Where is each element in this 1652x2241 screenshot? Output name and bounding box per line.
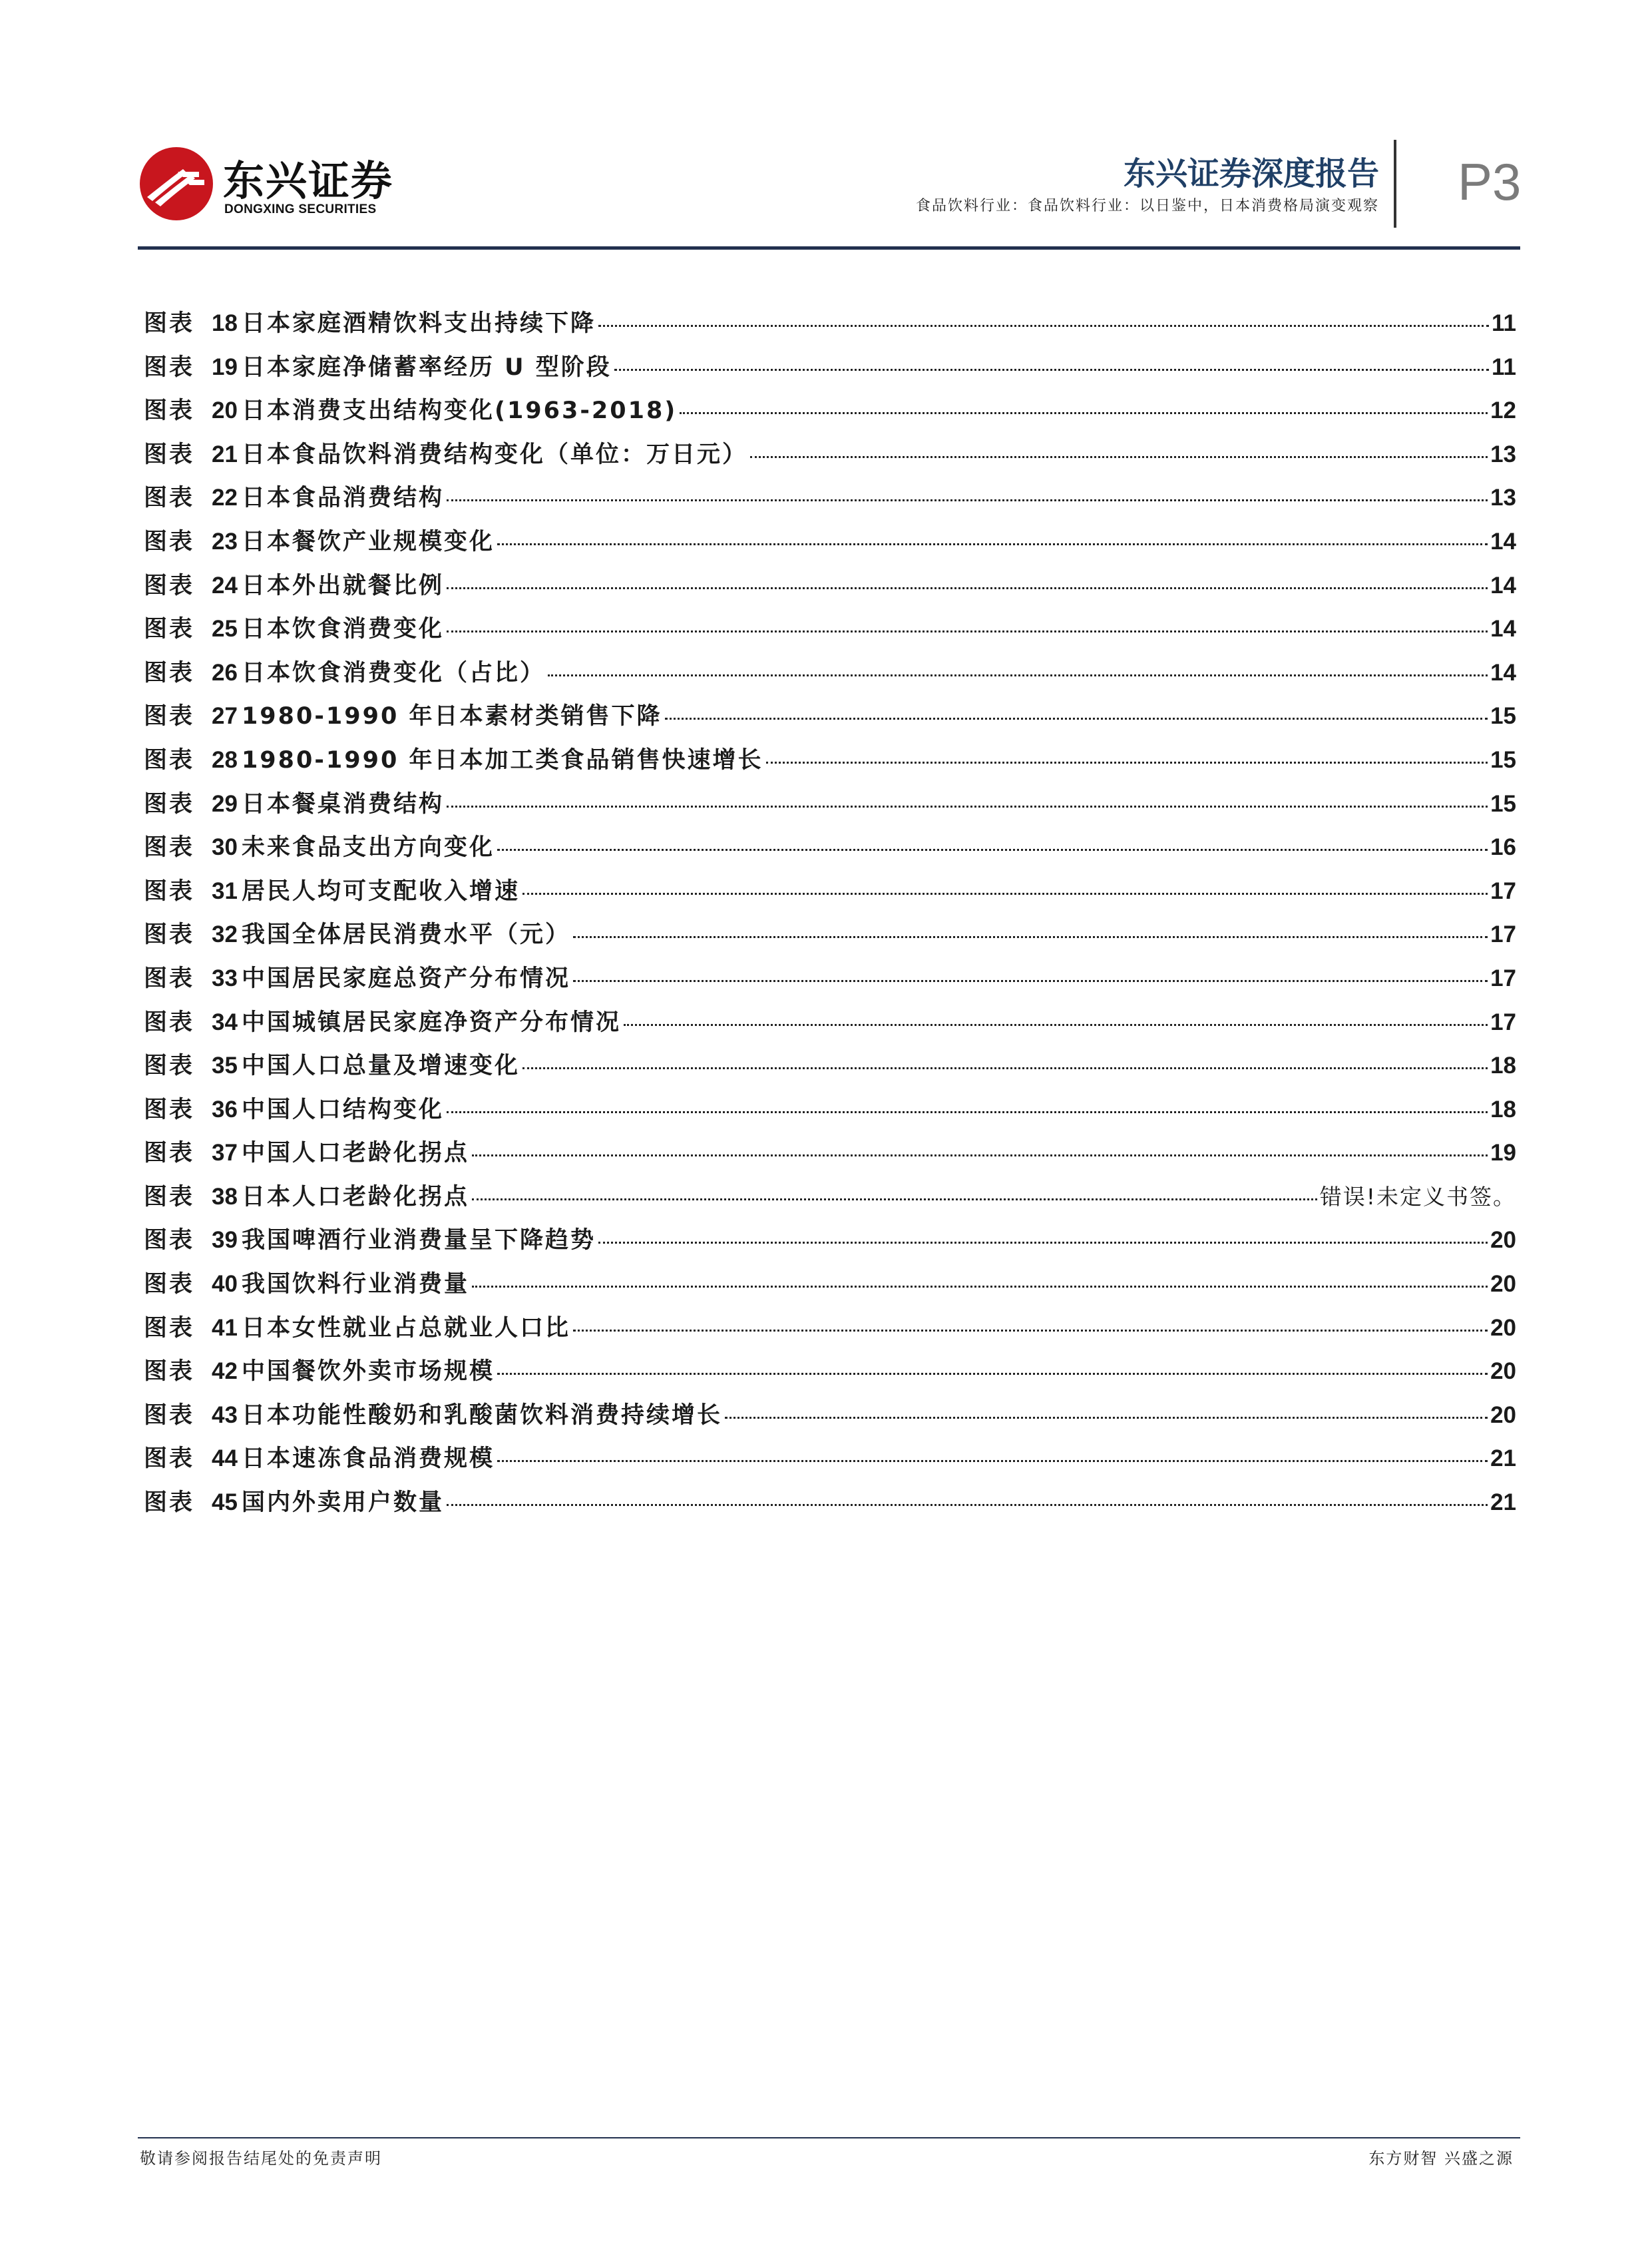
toc-entry-prefix: 图表 [144,1271,195,1298]
toc-entry-title: 日本外出就餐比例 [241,572,444,599]
toc-dot-leader [573,936,1488,938]
toc-entry[interactable] [144,1178,1516,1222]
toc-entry-title: 我国全体居民消费水平（元） [241,921,570,949]
toc-entry-title: 未来食品支出方向变化 [241,834,495,862]
toc-entry-prefix: 图表 [144,1314,195,1342]
toc-entry[interactable] [144,1353,1516,1397]
toc-dot-leader [680,412,1488,414]
toc-entry-title: 国内外卖用户数量 [241,1489,444,1517]
toc-entry[interactable] [144,567,1516,611]
toc-entry[interactable] [144,1222,1516,1266]
toc-entry-prefix: 图表 [144,1009,195,1036]
toc-dot-leader [447,630,1488,632]
toc-entry-title: 日本饮食消费变化（占比） [241,659,545,686]
footer-rule [138,2137,1520,2138]
toc-entry-prefix: 图表 [144,1183,195,1210]
toc-entry-prefix: 图表 [144,1053,195,1080]
toc-entry-title: 中国居民家庭总资产分布情况 [241,965,570,992]
figure-table-of-contents [144,305,1516,1528]
toc-entry-title: 中国餐饮外卖市场规模 [241,1358,495,1385]
toc-entry-number: 31 [212,877,238,904]
toc-entry-prefix: 图表 [144,572,195,599]
header-divider [1394,140,1396,228]
toc-entry-number: 39 [212,1227,238,1254]
toc-entry-prefix: 图表 [144,310,195,337]
logo-english-name: DONGXING SECURITIES [224,202,377,216]
toc-entry-title: 日本食品饮料消费结构变化（单位：万日元） [241,441,747,468]
toc-entry[interactable] [144,1004,1516,1048]
toc-dot-leader [472,1286,1488,1288]
toc-entry-page: 14 [1490,616,1516,642]
toc-entry-page: 18 [1490,1096,1516,1122]
toc-entry-page: 20 [1490,1271,1516,1298]
toc-entry-number: 45 [212,1489,238,1516]
toc-entry-number: 22 [212,485,238,511]
toc-dot-leader [447,1504,1488,1506]
toc-dot-leader [472,1154,1488,1156]
toc-entry-title: 日本女性就业占总就业人口比 [241,1314,570,1342]
toc-entry-number: 38 [212,1183,238,1210]
toc-dot-leader [725,1417,1488,1419]
toc-entry-prefix: 图表 [144,834,195,862]
toc-entry-number: 23 [212,528,238,555]
toc-entry[interactable] [144,786,1516,830]
toc-dot-leader [624,1024,1488,1026]
toc-entry-title: 日本家庭净储蓄率经历 U 型阶段 [241,354,612,381]
toc-entry-page: 20 [1490,1401,1516,1428]
toc-entry-prefix: 图表 [144,1358,195,1385]
toc-entry-number: 24 [212,572,238,599]
toc-entry-page: 11 [1492,310,1516,336]
toc-entry-number: 20 [212,397,238,424]
toc-entry-number: 21 [212,441,238,467]
toc-entry-page: 20 [1490,1227,1516,1254]
toc-entry-prefix: 图表 [144,703,195,730]
toc-dot-leader [598,1242,1488,1244]
toc-entry-prefix: 图表 [144,659,195,686]
toc-entry[interactable] [144,305,1516,349]
toc-entry-prefix: 图表 [144,790,195,818]
toc-entry[interactable] [144,1266,1516,1310]
toc-entry-page: 17 [1490,1009,1516,1035]
toc-entry-prefix: 图表 [144,1096,195,1123]
toc-entry-page: 17 [1490,921,1516,948]
toc-dot-leader [497,849,1488,851]
toc-entry[interactable] [144,873,1516,917]
toc-entry[interactable] [144,1397,1516,1441]
toc-entry-number: 30 [212,834,238,861]
toc-entry-number: 28 [212,746,238,773]
toc-entry-page: 15 [1490,746,1516,773]
toc-entry-prefix: 图表 [144,1140,195,1167]
toc-entry-prefix: 图表 [144,441,195,468]
toc-entry[interactable] [144,1047,1516,1091]
toc-entry-title: 我国啤酒行业消费量呈下降趋势 [241,1227,596,1254]
toc-entry[interactable] [144,829,1516,873]
toc-entry-page: 14 [1490,659,1516,686]
report-subtitle: 食品饮料行业：食品饮料行业：以日鉴中，日本消费格局演变观察 [915,198,1379,214]
toc-dot-leader [522,1067,1488,1069]
toc-entry-number: 44 [212,1445,238,1472]
toc-entry-number: 41 [212,1314,238,1341]
toc-entry-prefix: 图表 [144,354,195,381]
toc-entry-title: 日本家庭酒精饮料支出持续下降 [241,310,596,337]
toc-dot-leader [573,1330,1488,1332]
toc-entry-number: 36 [212,1096,238,1122]
toc-entry-title: 中国人口结构变化 [241,1096,444,1123]
page-header [0,0,1652,253]
toc-dot-leader [447,499,1488,501]
toc-entry-title: 日本餐饮产业规模变化 [241,528,495,555]
toc-entry-page: 12 [1490,397,1516,424]
toc-entry-prefix: 图表 [144,616,195,643]
toc-entry-page: 21 [1490,1445,1516,1472]
toc-entry-title: 我国饮料行业消费量 [241,1271,469,1298]
toc-entry-page: 15 [1490,790,1516,817]
toc-dot-leader [497,1373,1488,1375]
toc-entry-page: 14 [1490,572,1516,599]
footer-slogan: 东方财智 兴盛之源 [1368,2149,1514,2168]
toc-entry-number: 42 [212,1358,238,1385]
toc-entry-title: 日本速冻食品消费规模 [241,1445,495,1473]
toc-entry-page: 错误!未定义书签。 [1319,1183,1516,1210]
toc-entry[interactable] [144,960,1516,1004]
toc-entry-number: 40 [212,1271,238,1298]
toc-entry-title: 日本功能性酸奶和乳酸菌饮料消费持续增长 [241,1401,722,1429]
toc-dot-leader [573,980,1488,982]
toc-entry-prefix: 图表 [144,1489,195,1517]
toc-dot-leader [472,1198,1317,1200]
toc-entry-page: 16 [1490,834,1516,861]
toc-entry-prefix: 图表 [144,1445,195,1473]
toc-entry-number: 29 [212,790,238,817]
toc-entry-number: 27 [212,703,238,730]
logo-emblem-icon [138,145,215,222]
toc-entry-title: 中国人口总量及增速变化 [241,1053,520,1080]
toc-entry-prefix: 图表 [144,877,195,905]
toc-entry[interactable] [144,742,1516,786]
toc-entry-prefix: 图表 [144,1401,195,1429]
toc-entry-number: 35 [212,1053,238,1079]
toc-dot-leader [497,543,1488,545]
toc-dot-leader [665,718,1488,720]
toc-entry-title: 日本人口老龄化拐点 [241,1183,469,1210]
toc-dot-leader [766,762,1488,764]
toc-dot-leader [548,674,1488,676]
header-rule [138,246,1520,250]
toc-entry[interactable] [144,392,1516,436]
toc-entry-title: 居民人均可支配收入增速 [241,877,520,905]
toc-entry-prefix: 图表 [144,528,195,555]
toc-entry[interactable] [144,1440,1516,1484]
toc-entry-page: 14 [1490,528,1516,555]
toc-entry[interactable] [144,436,1516,480]
toc-entry-number: 26 [212,659,238,686]
toc-entry-title: 日本消费支出结构变化(1963-2018) [241,397,678,425]
toc-dot-leader [522,893,1488,895]
toc-entry-number: 18 [212,310,238,336]
toc-entry-page: 11 [1492,354,1516,380]
toc-entry-page: 13 [1490,485,1516,511]
toc-entry-page: 21 [1490,1489,1516,1516]
toc-entry-title: 日本饮食消费变化 [241,616,444,643]
toc-entry[interactable] [144,1310,1516,1354]
toc-entry-page: 20 [1490,1358,1516,1385]
toc-entry-title: 中国人口老龄化拐点 [241,1140,469,1167]
toc-entry-title: 日本餐桌消费结构 [241,790,444,818]
toc-entry-number: 34 [212,1009,238,1035]
toc-entry[interactable] [144,611,1516,654]
logo-chinese-name: 东兴证券 [223,156,394,205]
toc-entry-prefix: 图表 [144,921,195,949]
toc-entry-number: 19 [212,354,238,380]
toc-entry[interactable] [144,349,1516,393]
toc-entry-number: 37 [212,1140,238,1166]
toc-entry-page: 13 [1490,441,1516,467]
toc-entry-page: 15 [1490,703,1516,730]
toc-dot-leader [447,1111,1488,1113]
toc-dot-leader [614,369,1489,371]
toc-dot-leader [447,806,1488,808]
toc-entry-title: 1980-1990 年日本素材类销售下降 [241,703,662,730]
company-logo [138,145,394,225]
toc-entry-prefix: 图表 [144,485,195,512]
toc-entry-number: 32 [212,921,238,948]
toc-entry-page: 20 [1490,1314,1516,1341]
toc-entry-number: 33 [212,965,238,991]
toc-entry[interactable] [144,1134,1516,1178]
toc-entry[interactable] [144,654,1516,698]
page-number: P3 [1458,152,1522,211]
toc-entry-page: 18 [1490,1053,1516,1079]
toc-entry[interactable] [144,698,1516,742]
toc-dot-leader [598,325,1489,327]
toc-entry-title: 中国城镇居民家庭净资产分布情况 [241,1009,621,1036]
report-title: 东兴证券深度报告 [1123,155,1379,192]
toc-dot-leader [497,1460,1488,1462]
toc-entry-title: 日本食品消费结构 [241,485,444,512]
toc-dot-leader [447,587,1488,589]
toc-entry[interactable] [144,916,1516,960]
toc-entry-number: 25 [212,616,238,642]
toc-dot-leader [750,456,1488,458]
toc-entry-page: 19 [1490,1140,1516,1166]
toc-entry-page: 17 [1490,965,1516,991]
toc-entry-page: 17 [1490,877,1516,904]
toc-entry[interactable] [144,523,1516,567]
toc-entry-prefix: 图表 [144,746,195,774]
toc-entry-prefix: 图表 [144,965,195,992]
toc-entry[interactable] [144,479,1516,523]
toc-entry-title: 1980-1990 年日本加工类食品销售快速增长 [241,746,763,774]
toc-entry[interactable] [144,1484,1516,1528]
toc-entry-prefix: 图表 [144,397,195,425]
toc-entry-prefix: 图表 [144,1227,195,1254]
toc-entry-number: 43 [212,1401,238,1428]
toc-entry[interactable] [144,1091,1516,1135]
footer-disclaimer: 敬请参阅报告结尾处的免责声明 [140,2149,382,2168]
